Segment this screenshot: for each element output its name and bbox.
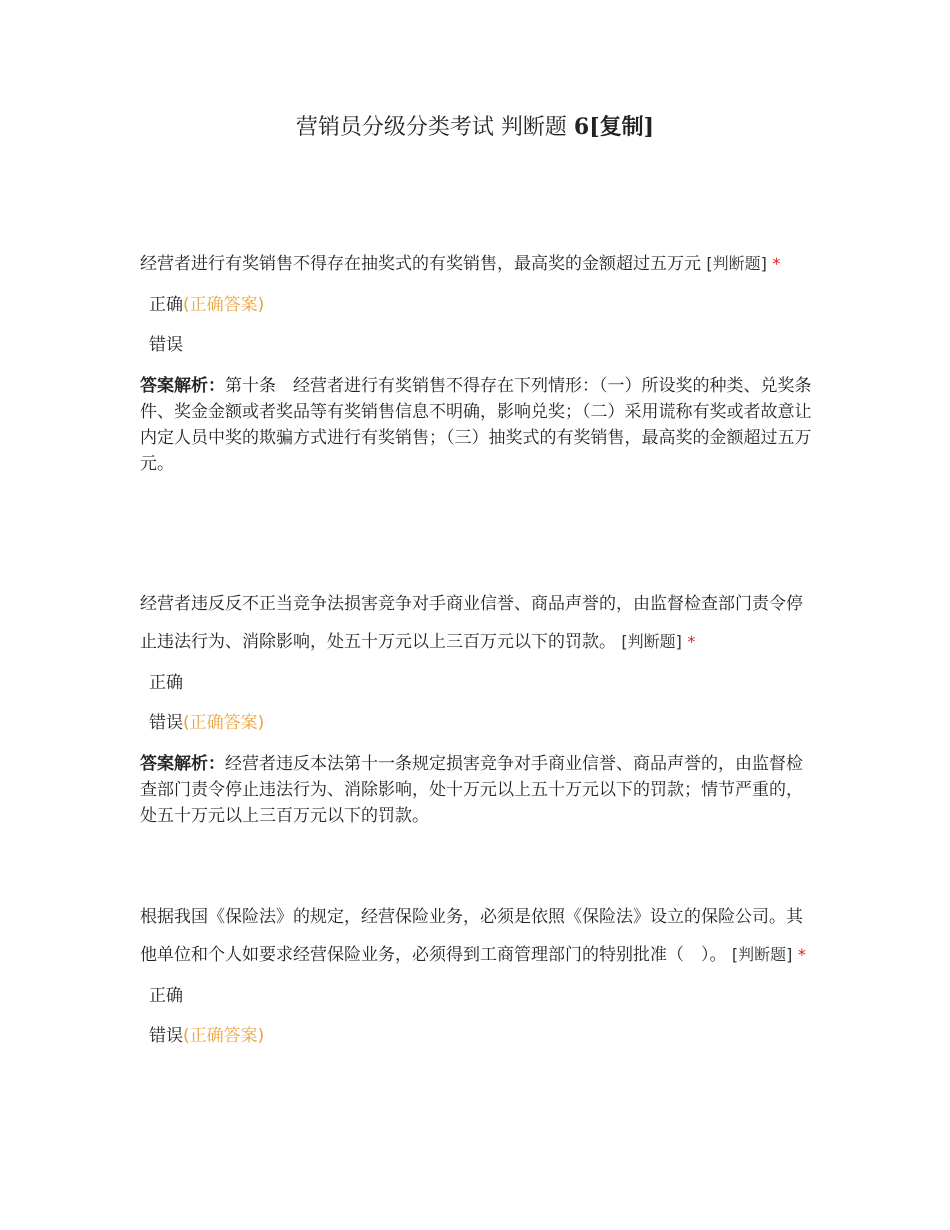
question-1 bbox=[140, 245, 812, 477]
question-text bbox=[140, 245, 812, 283]
option-wrong[interactable] bbox=[149, 711, 812, 735]
analysis-label: 答案解析： bbox=[140, 376, 225, 396]
required-marker: * bbox=[687, 632, 696, 651]
option-label: 错误 bbox=[149, 1026, 183, 1046]
correct-answer-tag: (正确答案) bbox=[183, 713, 265, 733]
analysis-text: 第十条 经营者进行有奖销售不得存在下列情形：（一）所设奖的种类、兑奖条件、奖金金额或者奖品等有奖销售信息不明确，影响兑奖；（二）采用谎称有奖或者故意让内定人员中奖的欺骗方式进行有奖销售；（三）抽奖式的有奖销售，最高奖的金额超过五万元。 bbox=[140, 376, 812, 474]
page-title bbox=[0, 112, 950, 143]
question-text bbox=[140, 898, 812, 974]
option-correct[interactable] bbox=[149, 984, 812, 1008]
analysis-label: 答案解析： bbox=[140, 754, 225, 774]
option-label: 正确 bbox=[149, 673, 183, 693]
question-type: [判断题] bbox=[731, 945, 793, 964]
question-stem: 经营者进行有奖销售不得存在抽奖式的有奖销售，最高奖的金额超过五万元 bbox=[140, 254, 701, 274]
option-label: 错误 bbox=[149, 713, 183, 733]
question-type: [判断题] bbox=[706, 254, 767, 273]
page-title-number: 6 bbox=[573, 114, 590, 140]
option-correct[interactable] bbox=[149, 671, 812, 695]
option-label: 正确 bbox=[149, 295, 183, 315]
required-marker: * bbox=[772, 254, 781, 273]
page-title-suffix: [复制] bbox=[589, 114, 655, 140]
question-2 bbox=[140, 585, 812, 829]
correct-answer-tag: (正确答案) bbox=[183, 1026, 265, 1046]
question-stem: 经营者违反反不正当竞争法损害竞争对手商业信誉、商品声誉的，由监督检查部门责令停止违法行为、消除影响，处五十万元以上三百万元以下的罚款。 bbox=[140, 594, 803, 652]
option-correct[interactable] bbox=[149, 293, 812, 317]
option-wrong[interactable] bbox=[149, 1024, 812, 1048]
question-stem: 根据我国《保险法》的规定，经营保险业务，必须是依照《保险法》设立的保险公司。其他单位和个人如要求经营保险业务，必须得到工商管理部门的特别批准（ ）。 bbox=[140, 907, 803, 965]
question-3 bbox=[140, 898, 812, 1048]
option-label: 错误 bbox=[149, 335, 183, 355]
option-label: 正确 bbox=[149, 986, 183, 1006]
answer-analysis bbox=[140, 751, 812, 829]
page-title-main: 营销员分级分类考试 判断题 bbox=[295, 115, 567, 140]
option-wrong[interactable] bbox=[149, 333, 812, 357]
answer-analysis bbox=[140, 373, 812, 477]
correct-answer-tag: (正确答案) bbox=[183, 295, 265, 315]
required-marker: * bbox=[797, 945, 806, 964]
question-text bbox=[140, 585, 812, 661]
analysis-text: 经营者违反本法第十一条规定损害竞争对手商业信誉、商品声誉的，由监督检查部门责令停止违法行为、消除影响，处十万元以上五十万元以下的罚款；情节严重的，处五十万元以上三百万元以下的罚款。 bbox=[140, 754, 803, 826]
question-type: [判断题] bbox=[621, 632, 682, 651]
